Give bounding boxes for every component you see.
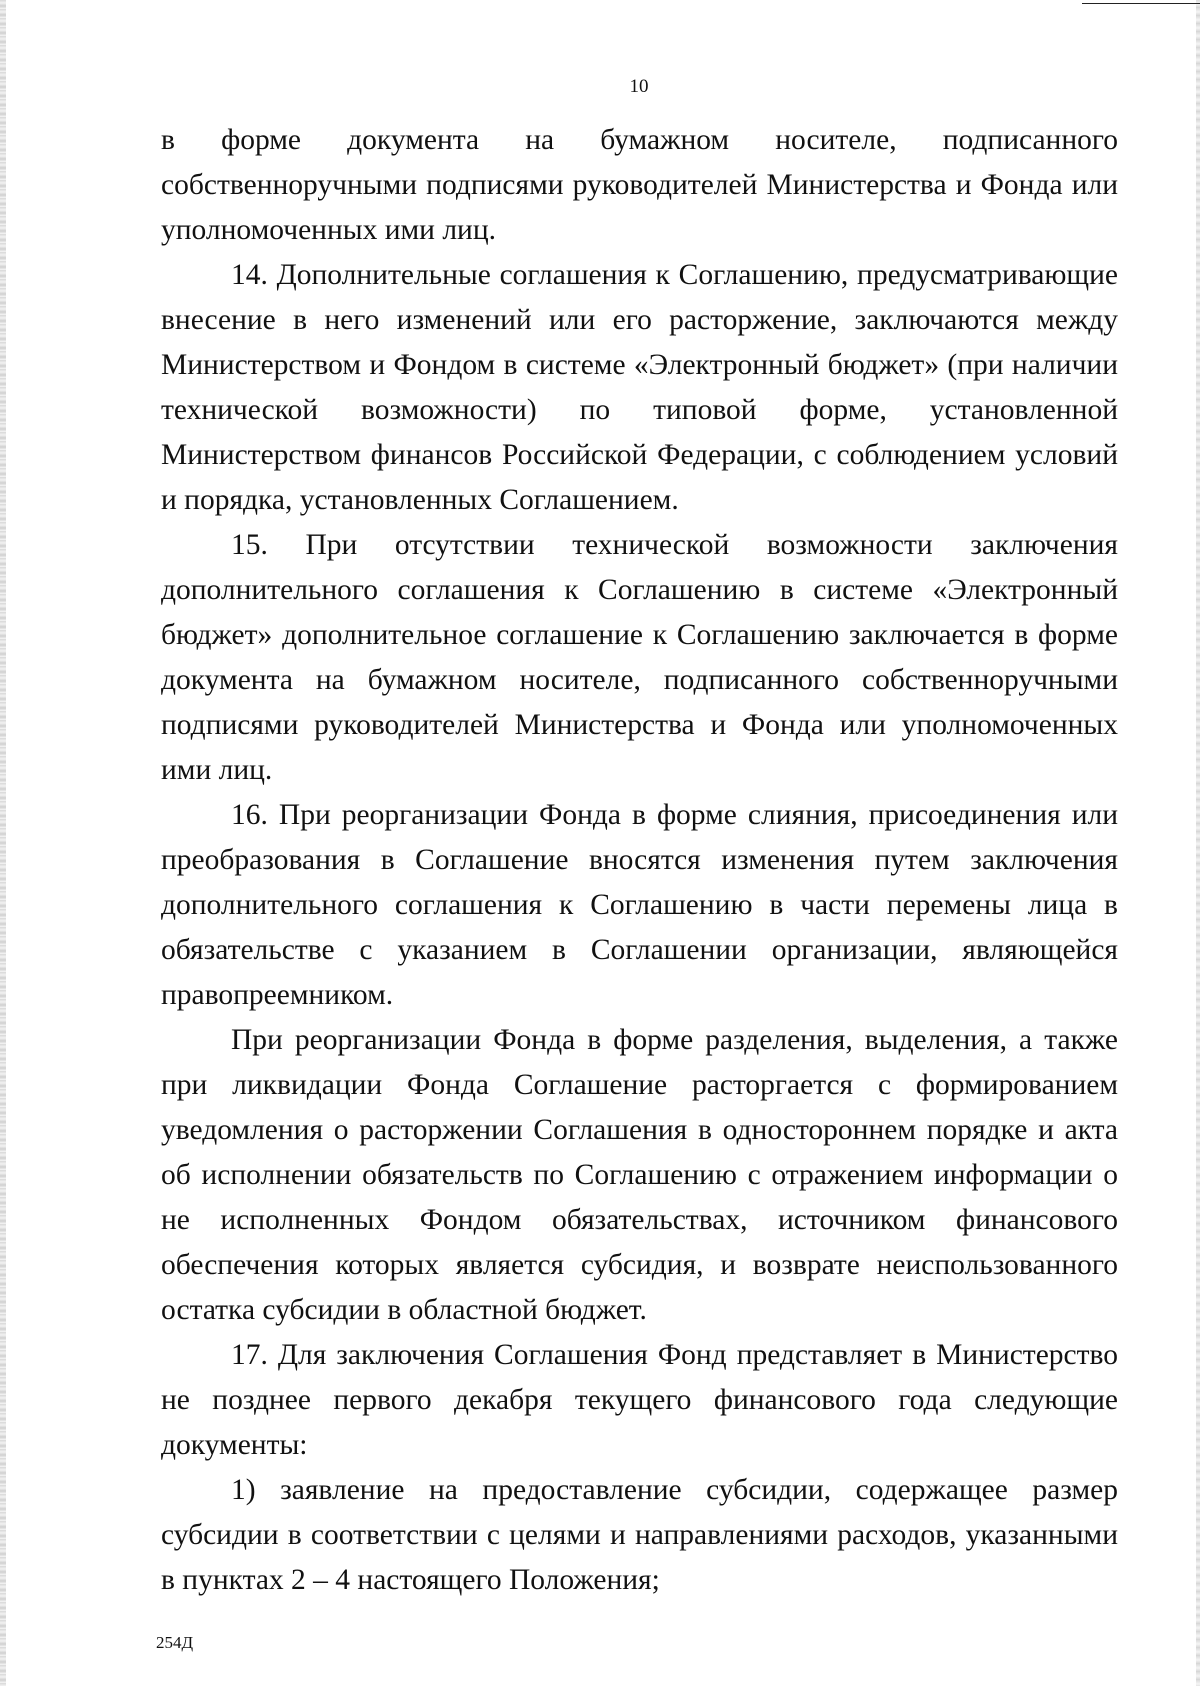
document-body xyxy=(161,118,1118,1603)
paragraph-17-item-1: 1) заявление на предоставление субсидии, содержащее размер субсидии в соответствии с целями и направлениями расходов, указанными в пунктах 2 – 4 настоящего Положения; xyxy=(161,1474,1118,1596)
paragraph-17: 17. Для заключения Соглашения Фонд представляет в Министерство не позднее первого декабря текущего финансового года следующие документы: xyxy=(161,1339,1118,1461)
scan-edge-right xyxy=(1196,0,1200,1686)
paragraph-14: 14. Дополнительные соглашения к Соглашению, предусматривающие внесение в него изменений или его расторжение, заключаются между Министерством и Фондом в системе «Электронный бюджет» (при наличии технической возможности) по типовой форме, установленной Министерством финансов Российской Федерации, с соблюдением условий и порядка, установленных Соглашением. xyxy=(161,259,1118,516)
paragraph-16-reorganization: При реорганизации Фонда в форме разделения, выделения, а также при ликвидации Фонда Соглашение расторгается с формированием уведомления о расторжении Соглашения в одностороннем порядке и акта об исполнении обязательств по Соглашению с отражением информации о не исполненных Фондом обязательствах, источником финансового обеспечения которых является субсидия, и возврате неиспользованного остатка субсидии в областной бюджет. xyxy=(161,1024,1118,1326)
footer-document-code: 254Д xyxy=(156,1633,194,1652)
scan-corner-line xyxy=(1082,3,1200,4)
scan-edge-left xyxy=(0,0,6,1686)
page-number: 10 xyxy=(629,76,649,97)
paragraph-15: 15. При отсутствии технической возможности заключения дополнительного соглашения к Соглашению в системе «Электронный бюджет» дополнительное соглашение к Соглашению заключается в форме документа на бумажном носителе, подписанного собственноручными подписями руководителей Министерства и Фонда или уполномоченных ими лиц. xyxy=(161,529,1118,786)
paragraph-continuation: в форме документа на бумажном носителе, подписанного собственноручными подписями руководителей Министерства и Фонда или уполномоченных ими лиц. xyxy=(161,124,1118,246)
paragraph-16: 16. При реорганизации Фонда в форме слияния, присоединения или преобразования в Соглашение вносятся изменения путем заключения дополнительного соглашения к Соглашению в части перемены лица в обязательстве с указанием в Соглашении организации, являющейся правопреемником. xyxy=(161,799,1118,1011)
